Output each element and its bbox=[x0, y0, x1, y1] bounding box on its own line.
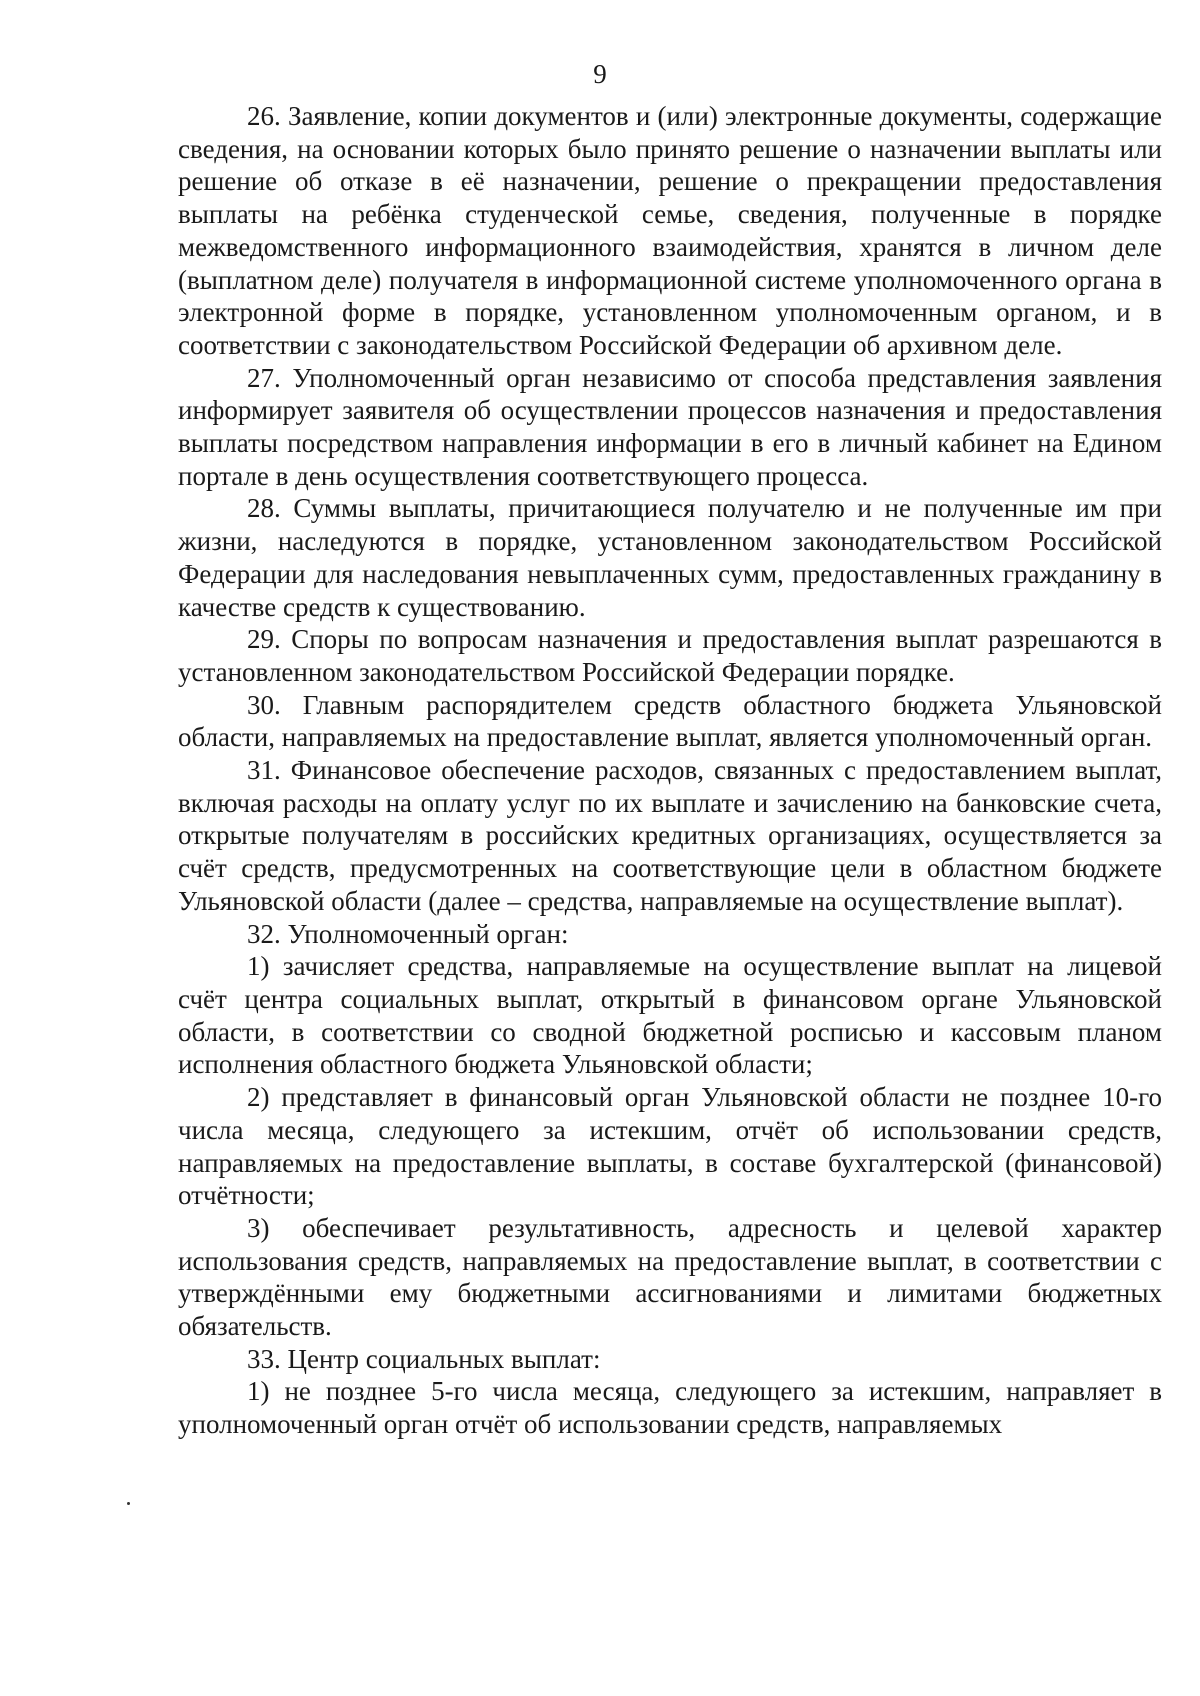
paragraph-33: 33. Центр социальных выплат: bbox=[247, 1343, 601, 1374]
paragraph-27: 27. Уполномоченный орган независимо от способа представления заявления информирует заявителя об осуществлении процессов назначения и предоставления выплаты посредством направления информации в его в личный кабинет на Едином портале в день осуществления соответствующего процесса. bbox=[178, 362, 1162, 491]
paragraph-32: 32. Уполномоченный орган: bbox=[247, 918, 569, 949]
paragraph-30: 30. Главным распорядителем средств областного бюджета Ульяновской области, направляемых на предоставление выплат, является уполномоченный орган. bbox=[178, 689, 1162, 753]
paragraph-33-item-1: 1) не позднее 5-го числа месяца, следующего за истекшим, направляет в уполномоченный орган отчёт об использовании средств, направляемых bbox=[178, 1376, 1162, 1440]
page-number: 9 bbox=[593, 59, 607, 89]
paragraph-29: 29. Споры по вопросам назначения и предоставления выплат разрешаются в установленном законодательством Российской Федерации порядке. bbox=[178, 624, 1162, 687]
paragraph-32-item-1: 1) зачисляет средства, направляемые на осуществление выплат на лицевой счёт центра социальных выплат, открытый в финансовом органе Ульяновской области, в соответствии со сводной бюджетной росписью и кассовым планом исполнения областного бюджета Ульяновской области; bbox=[178, 951, 1162, 1080]
paragraph-32-item-2: 2) представляет в финансовый орган Ульяновской области не позднее 10-го числа месяца, следующего за истекшим, отчёт об использовании средств, направляемых на предоставление выплаты, в составе бухгалтерской (финансовой) отчётности; bbox=[178, 1082, 1162, 1211]
paragraph-31: 31. Финансовое обеспечение расходов, связанных с предоставлением выплат, включая расходы на оплату услуг по их выплате и зачислению на банковские счета, открытые получателям в российских кредитных организациях, осуществляется за счёт средств, предусмотренных на соответствующие цели в областном бюджете Ульяновской области (далее – средства, направляемые на осуществление выплат). bbox=[178, 755, 1162, 916]
paragraph-28: 28. Суммы выплаты, причитающиеся получателю и не полученные им при жизни, наследуются в порядке, установленном законодательством Российской Федерации для наследования невыплаченных сумм, предоставленных гражданину в качестве средств к существованию. bbox=[178, 493, 1162, 622]
paragraph-32-item-3: 3) обеспечивает результативность, адресность и целевой характер использования средств, направляемых на предоставление выплат, в соответствии с утверждёнными ему бюджетными ассигнованиями и лимитами бюджетных обязательств. bbox=[178, 1212, 1162, 1342]
scan-speck bbox=[127, 1502, 130, 1505]
document-body bbox=[178, 100, 1162, 1441]
paragraph-26: 26. Заявление, копии документов и (или) электронные документы, содержащие сведения, на основании которых было принято решение о назначении выплаты или решение об отказе в её назначении, решение о прекращении предоставления выплаты на ребёнка студенческой семье, сведения, полученные в порядке межведомственного информационного взаимодействия, хранятся в личном деле (выплатном деле) получателя в информационной системе уполномоченного органа в электронной форме в порядке, установленном уполномоченным органом, и в соответствии с законодательством Российской Федерации об архивном деле. bbox=[178, 101, 1162, 360]
